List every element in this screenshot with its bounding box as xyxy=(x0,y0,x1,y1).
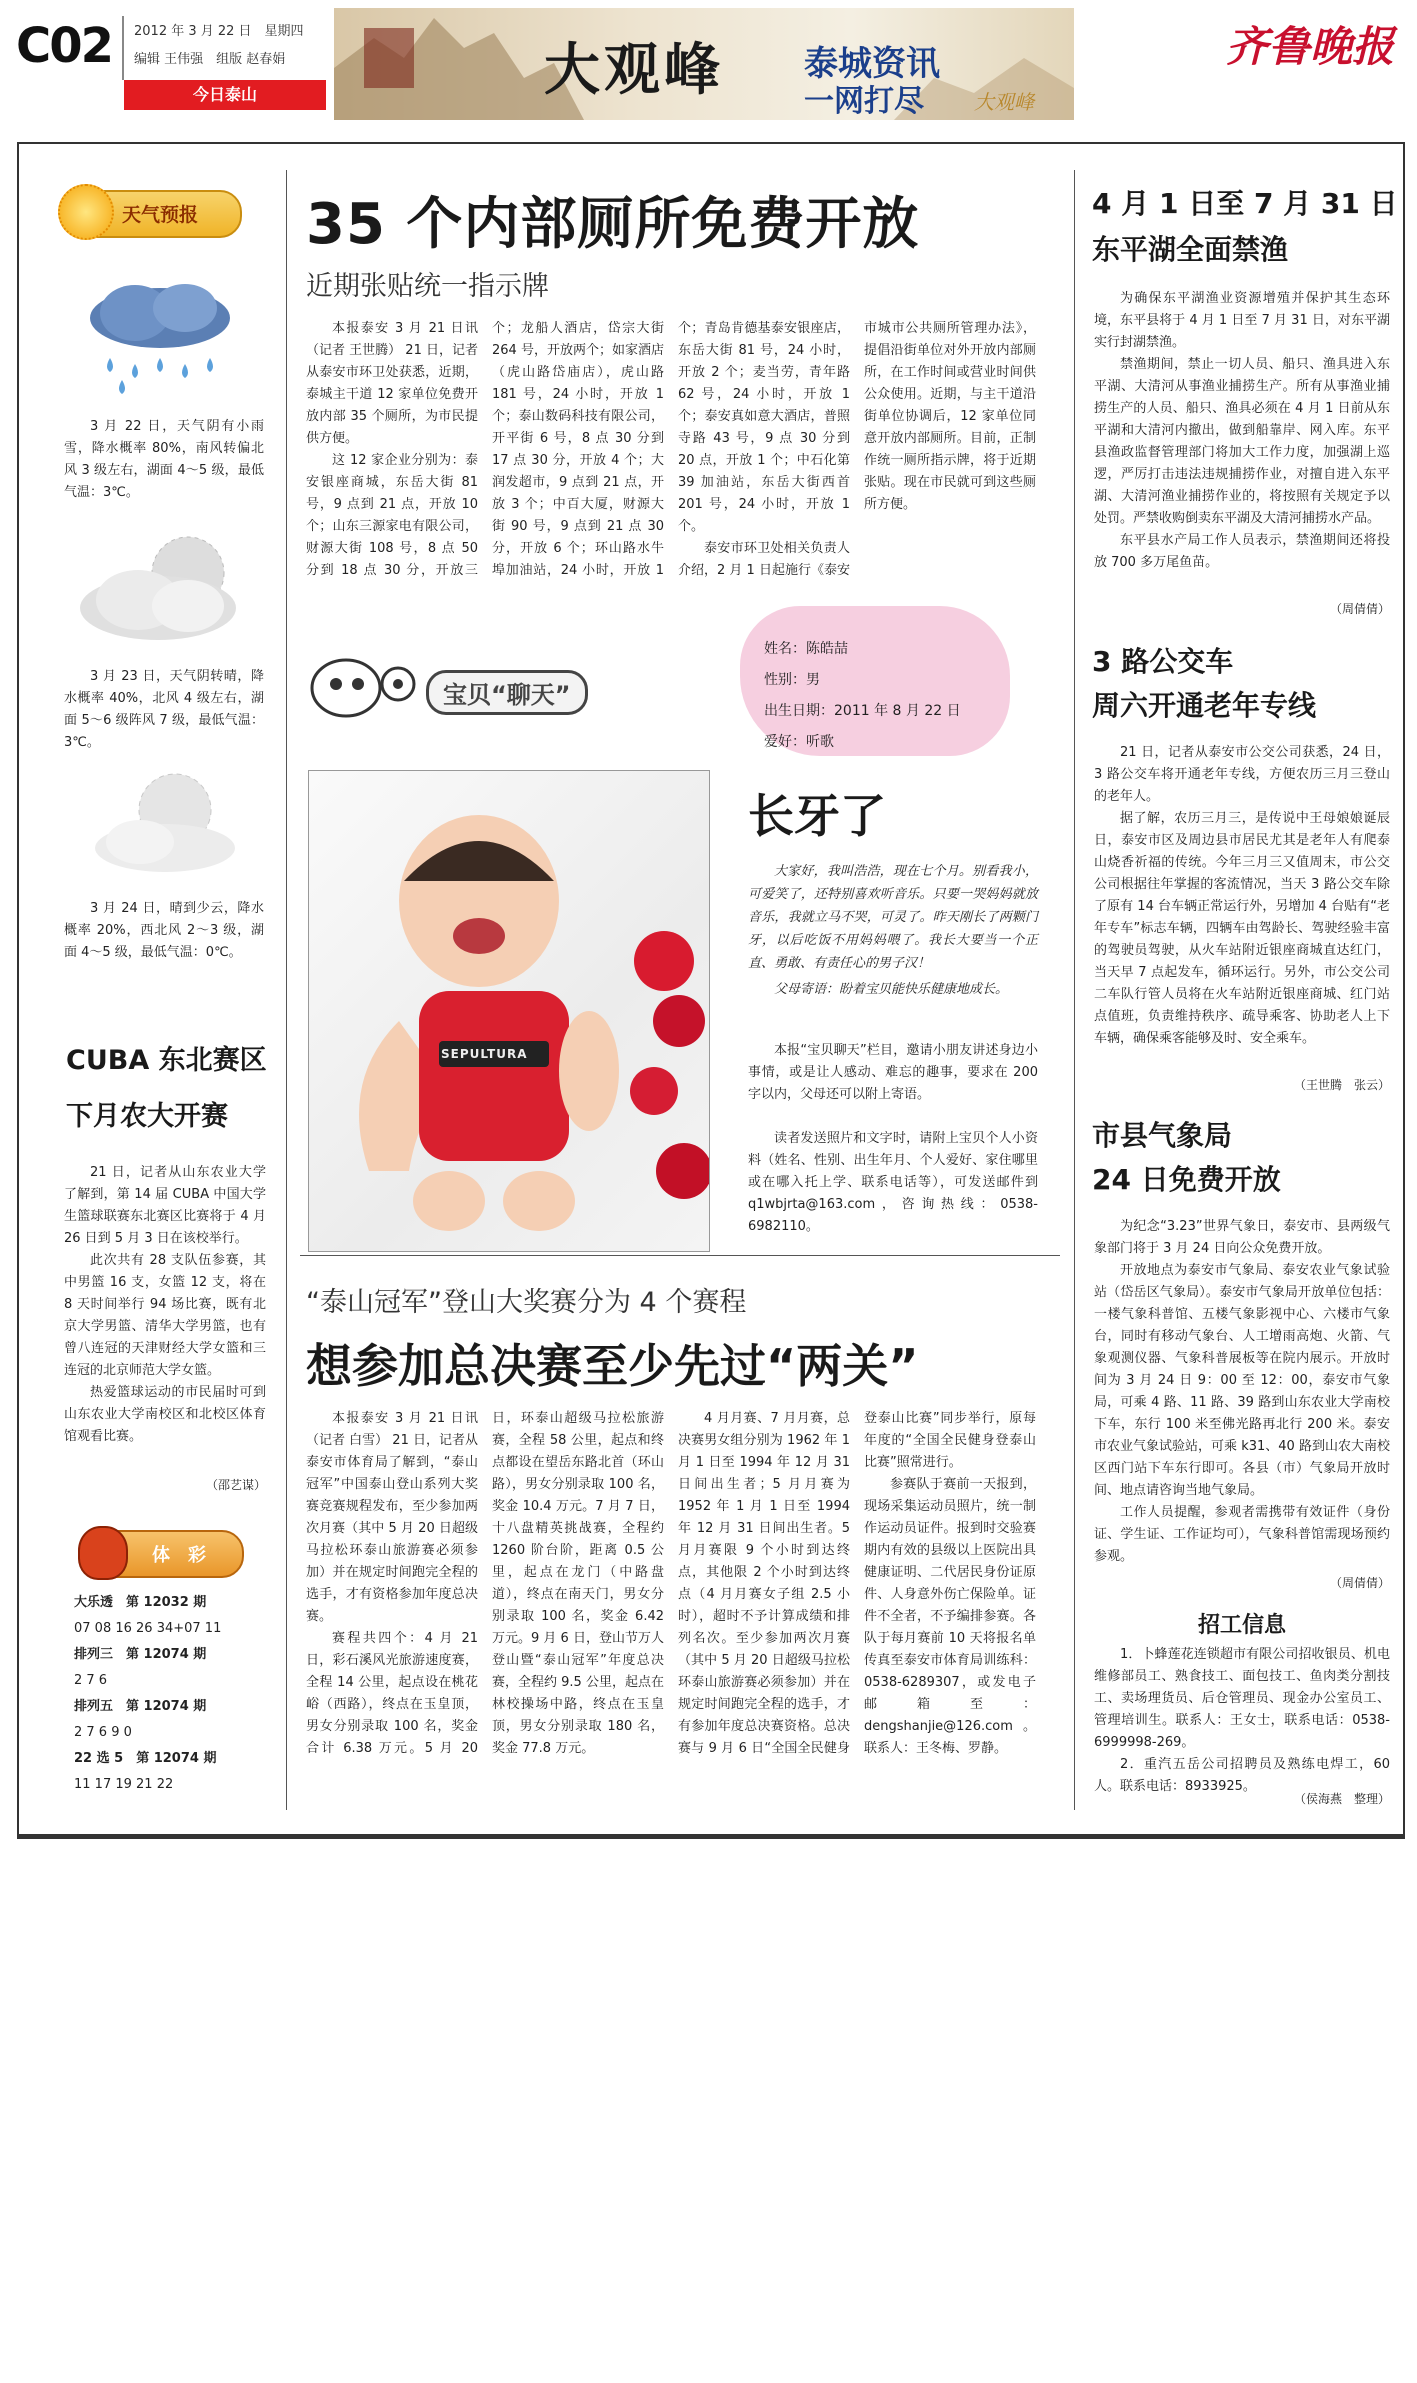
toilet-paragraph: 泰安市环卫处相关负责人介绍，2 月 1 日起施行《泰安市城市公共厕所管理办法》，提倡沿街单位对外开放内部厕所，在工作时间或营业时间供公众使用。近期，与主干道沿街单位协调后，12 家单位同意开放内部厕所。目前，正制作统一厕所指示牌，将于近期张贴。现在市民就可到这些厕所方便。 xyxy=(678,321,1036,578)
page-header xyxy=(14,8,1404,126)
cuba-paragraph: 此次共有 28 支队伍参赛，其中男篮 16 支，女篮 12 支，将在 8 天时间举行 94 场比赛，既有北京大学男篮、清华大学男篮，也有曾八连冠的天津财经大学女篮和三连冠的北京师范大学女篮。 xyxy=(64,1253,266,1378)
weather-heading xyxy=(60,190,242,238)
fishing-paragraph: 禁渔期间，禁止一切人员、船只、渔具进入东平湖、大清河从事渔业捕捞生产。所有从事渔业捕捞生产的人员、船只、渔具必须在 4 月 1 日前从东平湖和大清河内撤出，做到船靠岸、网入库。东平县渔政监督管理部门将加大工作力度，加强湖上巡逻，严厉打击违法违规捕捞作业，对擅自进入东平湖、大清河渔业捕捞作业的，将按照有关规定予以处罚。严禁收购倒卖东平湖及大清河捕捞水产品。 xyxy=(1094,357,1390,526)
bus-body xyxy=(1094,742,1390,1050)
meteo-title-2: 24 日免费开放 xyxy=(1092,1163,1281,1196)
cuba-paragraph: 热爱篮球运动的市民届时可到山东农业大学南校区和北校区体育馆观看比赛。 xyxy=(64,1385,266,1444)
fishing-title-1: 4 月 1 日至 7 月 31 日 xyxy=(1092,187,1398,220)
toilet-paragraph: 这 12 家企业分别为：泰安银座商城，东岳大街 81 号，9 点到 21 点，开放 10 个；山东三源家电有限公司，财源大街 108 号，8 点 50 分到 18 点 30 分，开放三个；龙船人酒店，岱宗大街 264 号，开放两个；如家酒店（虎山路岱庙店），虎山路 181 号，24 小时，开放 1 个；泰山数码科技有限公司，开平街 6 号，8 点 30 分到 17 点 30 分，开放 4 个；大润发超市，9 点到 21 点，开放 3 个；中百大厦，财源大街 90 号，9 点到 21 点 30 分，开放 6 个；环山路水牛埠加油站，24 小时，开放 1 个；青岛肯德基泰安银座店，东岳大街 81 号，24 小时，开放 2 个；麦当劳，青年路 62 号，24 小时，开放 1 个；泰安真如意大酒店，普照寺路 43 号，9 点 30 分到 20 点，开放 1 个；中石化第 39 加油站，东岳大街西首 201 号，24 小时，开放 1 个。 xyxy=(306,321,850,578)
banner-title: 大观峰 xyxy=(544,37,724,103)
lottery-results xyxy=(74,1590,274,1798)
toilet-body xyxy=(306,318,1036,608)
rule-mid-horizontal xyxy=(300,1255,1060,1256)
lucky-bag-icon xyxy=(78,1526,128,1580)
cloudy-sun-icon xyxy=(78,528,248,648)
sun-icon xyxy=(58,184,114,240)
masthead: 齐鲁晚报 xyxy=(1226,22,1395,71)
rain-cloud-icon xyxy=(80,278,240,398)
baby-logo-label: 宝贝“聊天” xyxy=(426,670,588,715)
meteo-body xyxy=(1094,1216,1390,1568)
section-tag xyxy=(124,80,326,110)
sunny-cloud-icon xyxy=(80,770,250,880)
fishing-credit: （周倩倩） xyxy=(1329,602,1390,616)
jobs-title: 招工信息 xyxy=(1197,1613,1286,1638)
lottery-row: 排列三 第 12074 期 xyxy=(74,1647,207,1662)
bus-credit: （王世腾 张云） xyxy=(1293,1078,1390,1092)
baby-photo xyxy=(308,770,710,1252)
issue-date: 2012 年 3 月 22 日 星期四 xyxy=(134,24,304,39)
baby-info-list xyxy=(764,634,961,758)
lottery-row: 22 选 5 第 12074 期 xyxy=(74,1751,217,1766)
lottery-heading-label: 体 彩 xyxy=(152,1545,206,1566)
cuba-title-1: CUBA 东北赛区 xyxy=(66,1045,267,1076)
lottery-row: 2 7 6 xyxy=(74,1673,108,1688)
climb-headline: 想参加总决赛至少先过“两关” xyxy=(306,1339,919,1393)
baby-name: 姓名：陈皓喆 xyxy=(764,641,848,657)
cuba-body xyxy=(64,1162,266,1448)
weather-day-3: 3 月 24 日，晴到少云，降水概率 20%，西北风 2～3 级，湖面 4～5 级，最低气温：0℃。 xyxy=(64,901,264,960)
weather-day-2: 3 月 23 日，天气阴转晴，降水概率 40%，北风 4 级左右，湖面 5～6 级阵风 7 级，最低气温：3℃。 xyxy=(64,669,264,750)
baby-headline: 长牙了 xyxy=(748,789,886,843)
baby-notice-1: 本报“宝贝聊天”栏目，邀请小朋友讲述身边小事情，或是让人感动、难忘的趣事，要求在 200 字以内，父母还可以附上寄语。 xyxy=(748,1043,1038,1102)
fishing-paragraph: 为确保东平湖渔业资源增殖并保护其生态环境，东平县将于 4 月 1 日至 7 月 31 日，对东平湖实行封湖禁渔。 xyxy=(1094,291,1390,350)
climb-body xyxy=(306,1408,1036,1808)
meteo-paragraph: 为纪念“3.23”世界气象日，泰安市、县两级气象部门将于 3 月 24 日向公众免费开放。 xyxy=(1094,1219,1390,1256)
jobs-credit: （侯海燕 整理） xyxy=(1293,1792,1390,1806)
baby-shirt-text: SEPULTURA xyxy=(441,1047,528,1061)
baby-gender: 性别：男 xyxy=(764,672,820,688)
climb-paragraph: 参赛队于赛前一天报到，现场采集运动员照片，统一制作运动员证件。报到时交验赛期内有效的县级以上医院出具健康证明、二代居民身份证原件、人身意外伤亡保险单。证件不全者，不予编排参赛。各队于每月赛前 10 天将报名单传真至泰安市体育局训练科：0538-6289307，或发电子邮箱至：dengshanjie@126.com。联系人：王冬梅、罗静。 xyxy=(864,1477,1036,1756)
lottery-heading xyxy=(78,1530,244,1578)
baby-photo-illustration xyxy=(309,771,709,1251)
lottery-row: 大乐透 第 12032 期 xyxy=(74,1595,207,1610)
climb-paragraph: 4 月月赛、7 月月赛，总决赛男女组分别为 1962 年 1 月 1 日至 1994 年 12 月 31 日间出生者；5 月月赛为 1952 年 1 月 1 日至 1994 年 12 月 31 日间出生者。5 月月赛限 9 个小时到达终点，其他限 2 个小时到达终点（4 月月赛女子组 2.5 小时），超时不予计算成绩和排列名次。至少参加两次月赛（其中 5 月 20 日超级马拉松环泰山旅游赛必须参加）并在规定时间跑完全程的选手，才有参加年度总决赛资格。总决赛与 9 月 6 日“全国全民健身登泰山比赛”同步举行，原每年度的“全国全民健身登泰山比赛”照常进行。 xyxy=(678,1411,1036,1756)
rule-left xyxy=(286,170,287,1810)
meteo-paragraph: 开放地点为泰安市气象局、泰安农业气象试验站（岱岳区气象局）。泰安市气象局开放单位包括：一楼气象科普馆、五楼气象影视中心、六楼市气象台，同时有移动气象台、人工增雨高炮、火箭、气象观测仪器、气象科普展板等在院内展示。开放时间为 3 月 24 日 9：00 至 12：00，泰安市气象局，可乘 4 路、11 路、39 路到山东农业大学南校下车，东行 100 米至佛光路再北行 200 米。泰安市农业气象试验站，可乘 k31、40 路到山农大南校区西门站下车东行即可。各县（市）气象局开放时间、地点请咨询当地气象局。 xyxy=(1094,1263,1390,1498)
baby-info-bubble xyxy=(740,606,1010,756)
jobs-body xyxy=(1094,1644,1390,1798)
bus-title-1: 3 路公交车 xyxy=(1092,645,1234,678)
cuba-title-2: 下月农大开赛 xyxy=(66,1101,228,1132)
banner-slogan-1: 泰城资讯 xyxy=(804,44,940,84)
jobs-paragraph: 2．重汽五岳公司招聘员及熟练电焊工，60 人。联系电话：8933925。 xyxy=(1094,1757,1390,1794)
baby-story: 大家好，我叫浩浩，现在七个月。别看我小，可爱笑了，还特别喜欢听音乐。只要一哭妈妈就放音乐，我就立马不哭，可灵了。昨天刚长了两颗门牙，以后吃饭不用妈妈喂了。我长大要当一个正直、勇敢、有责任心的男子汉！ xyxy=(748,864,1038,971)
baby-birthdate: 出生日期：2011 年 8 月 22 日 xyxy=(764,703,961,719)
editors-line: 编辑 王伟强 组版 赵春娟 xyxy=(134,52,286,67)
rule-right xyxy=(1074,170,1075,1810)
toilet-headline: 35 个内部厕所免费开放 xyxy=(306,192,920,257)
weather-day-1: 3 月 22 日，天气阴有小雨雪，降水概率 80%，南风转偏北风 3 级左右，湖面 4～5 级，最低气温：3℃。 xyxy=(64,419,264,500)
climb-paragraph: 赛程共四个：4 月 21 日，彩石溪风光旅游速度赛，全程 14 公里，起点设在桃花峪（西路），终点在玉皇顶，男女分别录取 100 名，奖金合计 6.38 万元。5 月 20 日，环泰山超级马拉松旅游赛，全程 58 公里，起点和终点都设在望岳东路北首（环山路），男女分别录取 100 名，奖金 10.4 万元。7 月 7 日，十八盘精英挑战赛，全程约 1260 阶台阶，距离 0.5 公里，起点在龙门（中路盘道），终点在南天门，男女分别录取 100 名，奖金 6.42 万元。9 月 6 日，登山节万人登山暨“泰山冠军”年度总决赛，全程约 9.5 公里，起点在林校操场中路，终点在玉皇顶，男女分别录取 180 名，奖金 77.8 万元。 xyxy=(306,1411,664,1756)
fishing-body xyxy=(1094,288,1390,574)
fishing-title-2: 东平湖全面禁渔 xyxy=(1092,233,1289,266)
bus-paragraph: 21 日，记者从泰安市公交公司获悉，24 日，3 路公交车将开通老年专线，方便农历三月三登山的老年人。 xyxy=(1094,745,1390,804)
lottery-row: 2 7 6 9 0 xyxy=(74,1725,132,1740)
header-divider xyxy=(122,16,124,80)
baby-logo xyxy=(306,650,626,720)
meteo-title-1: 市县气象局 xyxy=(1092,1119,1233,1152)
banner-small: 大观峰 xyxy=(974,90,1034,114)
lottery-row: 11 17 19 21 22 xyxy=(74,1777,174,1792)
cuba-credit: （邵艺谋） xyxy=(205,1478,266,1492)
bus-paragraph: 据了解，农历三月三，是传说中王母娘娘诞辰日，泰安市区及周边县市居民尤其是老年人有爬泰山烧香祈福的传统。今年三月三又值周末，市公交公司根据往年掌握的客流情况，当天 3 路公交车除了原有 14 台车辆正常运行外，另增加 4 台贴有“老年专车”标志车辆，四辆车由驾龄长、驾驶经验丰富的驾驶员驾驶，从火车站附近银座商城直达红门，当天早 7 点起发车，循环运行。另外，市公交公司二车队行管人员将在火车站附近银座商城、红门站点值班，负责维持秩序、疏导乘客、协助老人上下车辆，确保乘客能够及时、安全乘车。 xyxy=(1094,811,1390,1046)
jobs-paragraph: 1．卜蜂莲花连锁超市有限公司招收银员、机电维修部员工、熟食技工、面包技工、鱼肉类分割技工、卖场理货员、后仓管理员、现金办公室员工、管理培训生。联系人：王女士，联系电话：0538-6999998-269。 xyxy=(1094,1647,1390,1750)
baby-wish: 父母寄语：盼着宝贝能快乐健康地成长。 xyxy=(774,982,1009,997)
cartoon-baby-icon xyxy=(306,650,416,720)
baby-notice-2: 读者发送照片和文字时，请附上宝贝个人小资料（姓名、性别、出生年月、个人爱好、家住哪里或在哪入托上学、联系电话等），可发送邮件到 q1wbjrta@163.com，咨询热线：0538-6982110。 xyxy=(748,1131,1038,1234)
lottery-row: 07 08 16 26 34+07 11 xyxy=(74,1621,222,1636)
page-code: C02 xyxy=(16,18,113,74)
section-tag-label: 今日泰山 xyxy=(192,85,257,104)
baby-hobby: 爱好：听歌 xyxy=(764,734,834,750)
climb-paragraph: 本报泰安 3 月 21 日讯（记者 白雪） 21 日，记者从泰安市体育局了解到，“泰山冠军”中国泰山登山系列大奖赛竞赛规程发布，至少参加两次月赛（其中 5 月 20 日超级马拉松环泰山旅游赛必须参加）并在规定时间跑完全程的选手，才有资格参加年度总决赛。 xyxy=(306,1411,478,1624)
fishing-paragraph: 东平县水产局工作人员表示，禁渔期间还将投放 700 多万尾鱼苗。 xyxy=(1094,533,1390,570)
meteo-credit: （周倩倩） xyxy=(1329,1576,1390,1590)
lottery-row: 排列五 第 12074 期 xyxy=(74,1699,207,1714)
meteo-paragraph: 工作人员提醒，参观者需携带有效证件（身份证、学生证、工作证均可），气象科普馆需现场预约参观。 xyxy=(1094,1505,1390,1564)
banner-slogan-2: 一网打尽 xyxy=(804,84,924,119)
climb-kicker: “泰山冠军”登山大奖赛分为 4 个赛程 xyxy=(306,1287,747,1318)
banner xyxy=(334,8,1074,120)
cuba-paragraph: 21 日，记者从山东农业大学了解到，第 14 届 CUBA 中国大学生篮球联赛东北赛区比赛将于 4 月 26 日到 5 月 3 日在该校举行。 xyxy=(64,1165,266,1246)
toilet-subtitle: 近期张贴统一指示牌 xyxy=(306,271,549,302)
weather-heading-label: 天气预报 xyxy=(122,204,199,226)
toilet-paragraph: 本报泰安 3 月 21 日讯（记者 王世腾） 21 日，记者从泰安市环卫处获悉，近期，泰城主干道 12 家单位免费开放内部 35 个厕所，为市民提供方便。 xyxy=(306,321,478,446)
bus-title-2: 周六开通老年专线 xyxy=(1092,689,1317,722)
